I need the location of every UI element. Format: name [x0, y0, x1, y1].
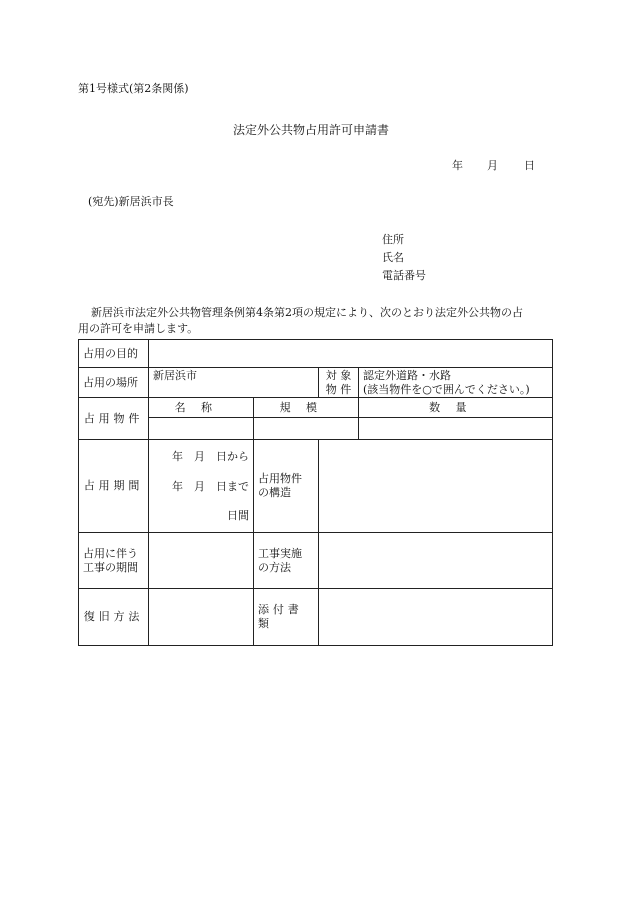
- target-field[interactable]: [359, 368, 553, 398]
- purpose-field[interactable]: [149, 340, 553, 368]
- location-value: 新居浜市: [153, 369, 197, 382]
- form-number: 第1号様式(第2条関係): [78, 82, 189, 95]
- attach-field[interactable]: [319, 589, 553, 646]
- property-name-field[interactable]: [149, 418, 254, 440]
- address-label: 住所: [382, 233, 404, 246]
- work-method-field[interactable]: [319, 533, 553, 589]
- attach-label: 添付書類: [254, 589, 319, 646]
- location-label: 占用の場所: [79, 368, 149, 398]
- target-options: 認定外道路・水路: [363, 368, 451, 382]
- col-name-header: 名称: [149, 398, 254, 418]
- phone-label: 電話番号: [382, 269, 426, 282]
- target-label: 対 象 物 件: [319, 368, 359, 398]
- structure-label: 占用物件 の構造: [254, 440, 319, 533]
- month-label: 月: [487, 159, 498, 172]
- day-label: 日: [524, 159, 535, 172]
- addressee: (宛先)新居浜市長: [88, 195, 174, 208]
- property-quantity-field[interactable]: [359, 418, 553, 440]
- year-label: 年: [452, 159, 463, 172]
- property-scale-field[interactable]: [254, 418, 359, 440]
- work-period-field[interactable]: [149, 533, 254, 589]
- location-field[interactable]: [149, 368, 319, 398]
- restore-label: 復旧方法: [79, 589, 149, 646]
- name-label: 氏名: [382, 251, 404, 264]
- work-period-label: 占用に伴う 工事の期間: [79, 533, 149, 589]
- col-quantity-header: 数量: [359, 398, 553, 418]
- intro-text-line-2: 用の許可を申請します。: [78, 322, 199, 335]
- col-scale-header: 規模: [254, 398, 359, 418]
- application-table: [78, 339, 553, 646]
- restore-field[interactable]: [149, 589, 254, 646]
- purpose-label: 占用の目的: [79, 340, 149, 368]
- period-field[interactable]: 年 月 日から 年 月 日まで 日間: [149, 440, 254, 533]
- intro-text-line-1: 新居浜市法定外公共物管理条例第4条第2項の規定により、次のとおり法定外公共物の占: [91, 306, 523, 319]
- structure-field[interactable]: [319, 440, 553, 533]
- property-label: 占用物件: [79, 398, 149, 440]
- target-note: (該当物件を○で囲んでください。): [363, 382, 530, 396]
- document-title: 法定外公共物占用許可申請書: [233, 123, 390, 137]
- period-label: 占用期間: [79, 440, 149, 533]
- work-method-label: 工事実施 の方法: [254, 533, 319, 589]
